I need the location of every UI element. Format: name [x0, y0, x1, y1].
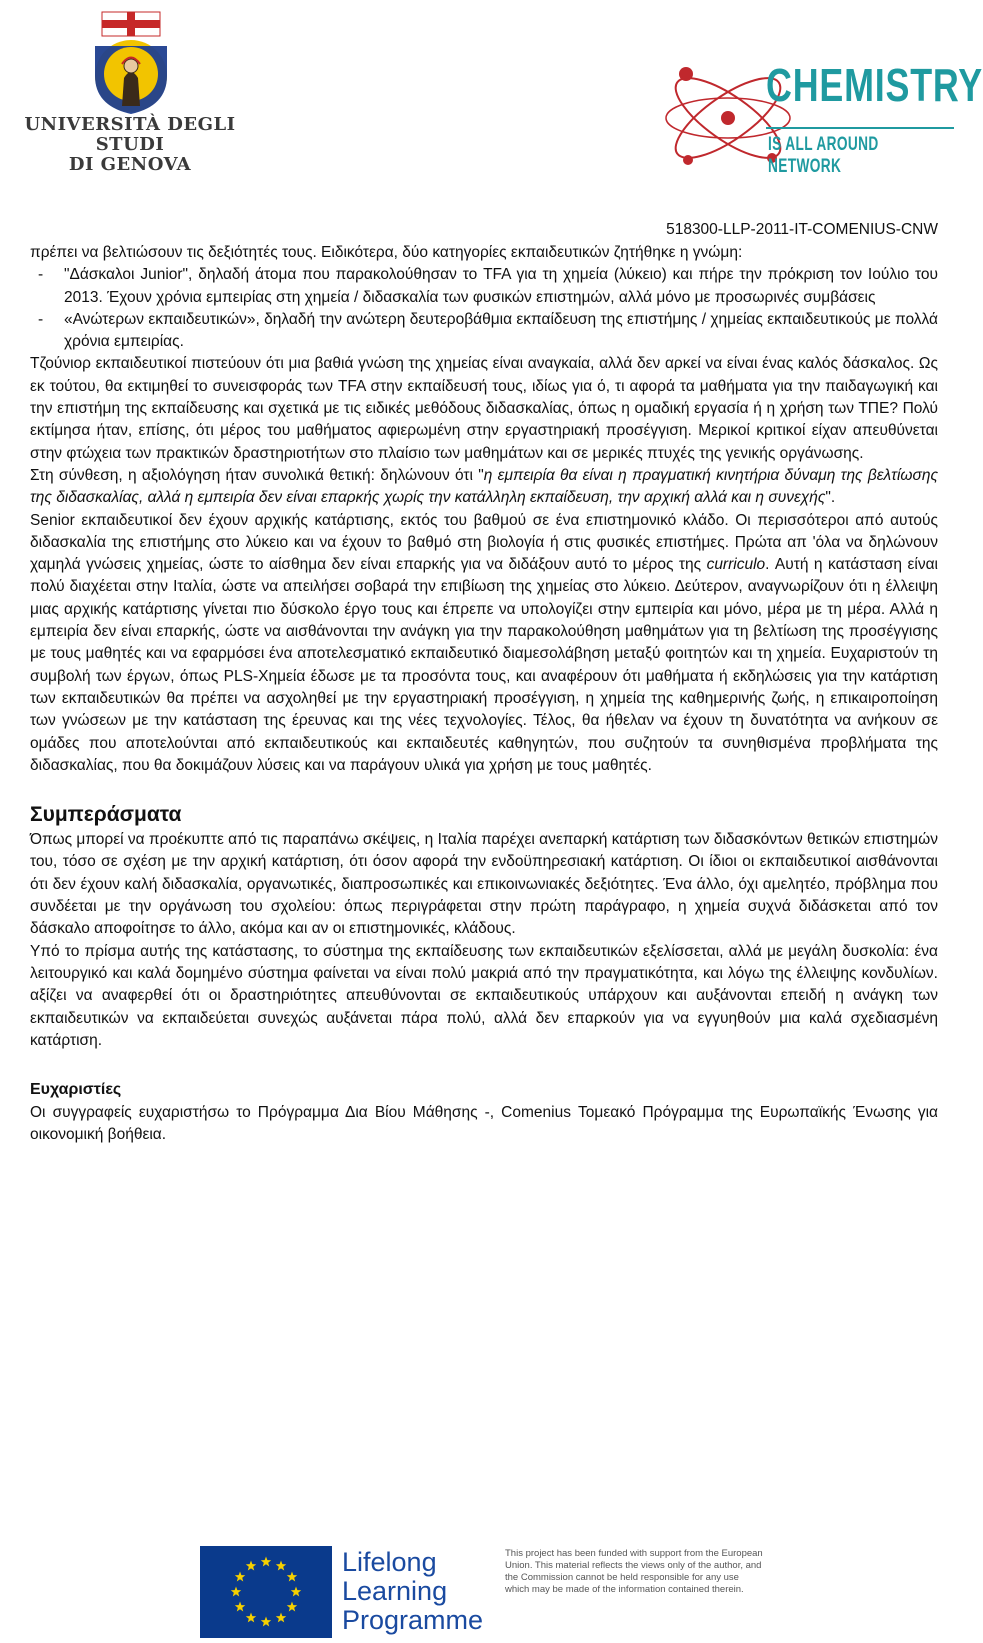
programme-name: Lifelong Learning Programme	[342, 1547, 484, 1635]
university-name-line1: UNIVERSITÀ DEGLI STUDI	[24, 114, 236, 155]
list-item: - «Ανώτερων εκπαιδευτικών», δηλαδή την ανώτερη δευτεροβάθμια εκπαίδευση της επιστήμης / χημείας εκπαιδευτικούς με πολλά χρόνια εμπειρίας.	[38, 310, 938, 351]
conclusions-paragraph-1: Όπως μπορεί να προέκυπτε από τις παραπάνω σκέψεις, η Ιταλία παρέχει ανεπαρκή κατάρτιση των διδασκόντων θετικών επιστημών του, τόσο σε σχέση με την αρχική κατάρτιση, ότι όσον αφορά την ενδοϋπηρεσιακή κατάρτιση. Οι ίδιοι οι εκπαιδευτικοί αισθάνονται ότι δεν έχουν καλή διδασκαλία, οργανωτικές, διαπροσωπικές και επικοινωνιακές δεξιότητες. Ένα άλλο, όχι αμελητέο, πρόβλημα που συνδέεται με την οργάνωση του σχολείου: όπως περιγράφεται στην πρώτη παράγραφο, η χημεία συχνά διδάσκεται από τον δάσκαλο αποφοίτησε το άλλο, ακόμα και αν οι επιστημονικές, κλάδους.	[30, 831, 938, 938]
chemistry-network-logo	[668, 40, 983, 180]
eu-star-icon	[287, 1572, 297, 1582]
main-content	[30, 242, 938, 1147]
list-item: - "Δάσκαλοι Junior", δηλαδή άτομα που παρακολούθησαν το TFA για τη χημεία (λύκειο) και πήρε την πρόκριση τον Ιούλιο του 2013. Έχουν χρόνια εμπειρίας στη χημεία / διδασκαλία των φυσικών επιστημών, αλλά μόνο με προσωρινές συμβάσεις	[38, 266, 938, 306]
senior-teachers-paragraph: Senior εκπαιδευτικοί δεν έχουν αρχικής κατάρτισης, εκτός του βαθμού σε ένα επιστημονικό κλάδο. Οι περισσότεροι από αυτούς διδασκαλία της επιστήμης στο λύκειο και να έχουν το βαθμό στη βιολογία ή στις φυσικές επιστήμες. Πρώτα απ 'όλα να δηλώνουν χαμηλά γνώσεις χημείας, ώστε το αίσθημα δεν είναι επαρκής για να διδάξουν αυτό το μέρος της curriculo. Αυτή η κατάσταση είναι πολύ διαχέεται στην Ιταλία, ώστε να απειλήσει σοβαρά την επιβίωση της χημείας στο λύκειο. Δεύτερον, αναγνωρίζουν ότι η έλλειψη μιας αρχικής κατάρτισης γίνεται πιο δύσκολο έργο τους και έπρεπε να υπολογίζει στην εμπειρία και μόνο, μέρα με τη μέρα. Αλλά η εμπειρία δεν είναι επαρκής, ώστε να αισθάνονται την ανάγκη για την παρακολούθηση μαθημάτων για τη βελτίωση της προσέγγισης με τους μαθητές και να εφαρμόσει ένα αποτελεσματικό εκπαιδευτικό διαμεσολάβηση μεταξύ φοιτητών και τη χημεία. Ευχαριστούν τη συμβολή των έργων, όπως PLS-Χημεία έδωσε με τα προσόντα τους, και αναφέρουν ότι μαθήματα ή εκδηλώσεις για την κατάρτιση των εκπαιδευτικών θα πρέπει να ασχοληθεί με την εργαστηριακή προσέγγιση, η χημεία της καθημερινής ζωής, η επικαιροποίηση των γνώσεων με την κατάσταση της έρευνας και της νέες τεχνολογίες. Τέλος, θα ήθελαν να έχουν τη δυνατότητα να ανήκουν σε ομάδες που αποτελούνται από εκπαιδευτικούς και εκπαιδευτές καθηγητών, που συζητούν τα συνηθισμένα προβλήματα της διδασκαλίας, που θα δοκιμάζουν λύσεις και να παράγουν υλικά για χρήση με τους μαθητές.	[30, 511, 938, 774]
chemistry-title: CHEMISTRY	[766, 59, 983, 111]
junior-teachers-paragraph: Τζούνιορ εκπαιδευτικοί πιστεύουν ότι μια βαθιά γνώση της χημείας είναι αναγκαία, αλλά δεν αρκεί να είναι ένας καλός δάσκαλος. Ως εκ τούτου, θα εκτιμηθεί το συνεισφοράς των TFA στην εκπαίδευσή τους, ιδίως για ό, τι αφορά τα μαθήματα για την παιδαγωγική και την επιστήμη της εκπαίδευσης και σχετικά με τις ειδικές μεθόδους διδασκαλίας, όπως η ομαδική εργασία ή η χρήση των ΤΠΕ? Πολύ εκτίμησα ήταν, επίσης, ότι μέρος του μαθήματος αφιερωμένη στην εργαστηριακή προσέγγιση. Μερικοί κριτικοί είχαν απευθύνεται στην φτώχεια των πρακτικών δραστηριοτήτων στο πλαίσιο των μαθημάτων και σε μερικές πτυχές της γενικής οργάνωσης.	[30, 355, 938, 462]
eu-star-icon	[261, 1617, 271, 1627]
synthesis-paragraph: Στη σύνθεση, η αξιολόγηση ήταν συνολικά θετική: δηλώνουν ότι "η εμπειρία θα είναι η πραγματική κινητήρια δύναμη της βελτίωσης της διδασκαλίας, αλλά η εμπειρία δεν είναι επαρκής χωρίς την κατάλληλη εκπαίδευση, την αρχική αλλά και η συνεχής".	[30, 466, 938, 507]
funding-disclaimer: This project has been funded with support from the European Union. This material reflects the views only of the author, and the Commission cannot be held responsible for any use which may be made of the information contained therein.	[505, 1548, 763, 1595]
eu-star-icon	[276, 1612, 286, 1622]
acknowledgements-heading: Ευχαριστίες	[30, 1081, 122, 1099]
conclusions-heading: Συμπεράσματα	[30, 803, 182, 827]
university-crest-icon	[10, 6, 250, 116]
eu-star-icon	[231, 1587, 241, 1597]
teacher-categories-list	[30, 264, 938, 353]
eu-star-icon	[246, 1561, 256, 1571]
acknowledgements-paragraph: Οι συγγραφείς ευχαριστήσω το Πρόγραμμα Δια Βίου Μάθησης -, Comenius Τομεακό Πρόγραμμα της Ευρωπαϊκής Ένωσης για οικονομική βοήθεια.	[30, 1104, 938, 1144]
intro-paragraph: πρέπει να βελτιώσουν τις δεξιότητές τους. Ειδικότερα, δύο κατηγορίες εκπαιδευτικών ζητήθηκε η γνώμη:	[30, 244, 743, 261]
eu-stars-icon	[200, 1546, 332, 1638]
eu-star-icon	[287, 1602, 297, 1612]
eu-star-icon	[235, 1602, 245, 1612]
chemistry-subtitle: IS ALL AROUND NETWORK	[768, 134, 879, 177]
eu-star-icon	[235, 1572, 245, 1582]
conclusions-paragraph-2: Υπό το πρίσμα αυτής της κατάστασης, το σύστημα της εκπαίδευσης των εκπαιδευτικών εξελίσσεται, αλλά με μεγάλη δυσκολία: ένα λειτουργικό και καλά δομημένο σύστημα φαίνεται να είναι πολύ μακριά από την πραγματικότητα, και λόγω της έλλειψης κονδυλίων. αξίζει να αναφερθεί ότι οι δραστηριότητες απευθύνονται σε εκπαιδευτικούς υπάρχουν και αυξάνονται επειδή η ανάγκη των εκπαιδευτικών να εκπαιδεύεται συνεχώς αυξάνεται πάρα πολύ, αλλά δεν επαρκούν για να εγγυηθούν μια καλά σχεδιασμένη κατάρτιση.	[30, 942, 938, 1049]
eu-flag-icon	[200, 1546, 332, 1638]
synthesis-quote: η εμπειρία θα είναι η πραγματική κινητήρια δύναμη της βελτίωσης της διδασκαλίας, αλλά η εμπειρία δεν είναι επαρκής χωρίς την κατάλληλη εκπαίδευση, την αρχική αλλά και η συνεχής	[30, 466, 938, 507]
eu-star-icon	[291, 1587, 301, 1597]
university-name-line2: DI GENOVA	[68, 154, 192, 175]
project-code: 518300-LLP-2011-IT-COMENIUS-CNW	[666, 221, 938, 238]
lifelong-learning-footer	[200, 1546, 763, 1638]
eu-star-icon	[261, 1557, 271, 1567]
eu-star-icon	[246, 1612, 256, 1622]
university-of-genoa-logo	[10, 6, 250, 175]
eu-star-icon	[276, 1561, 286, 1571]
